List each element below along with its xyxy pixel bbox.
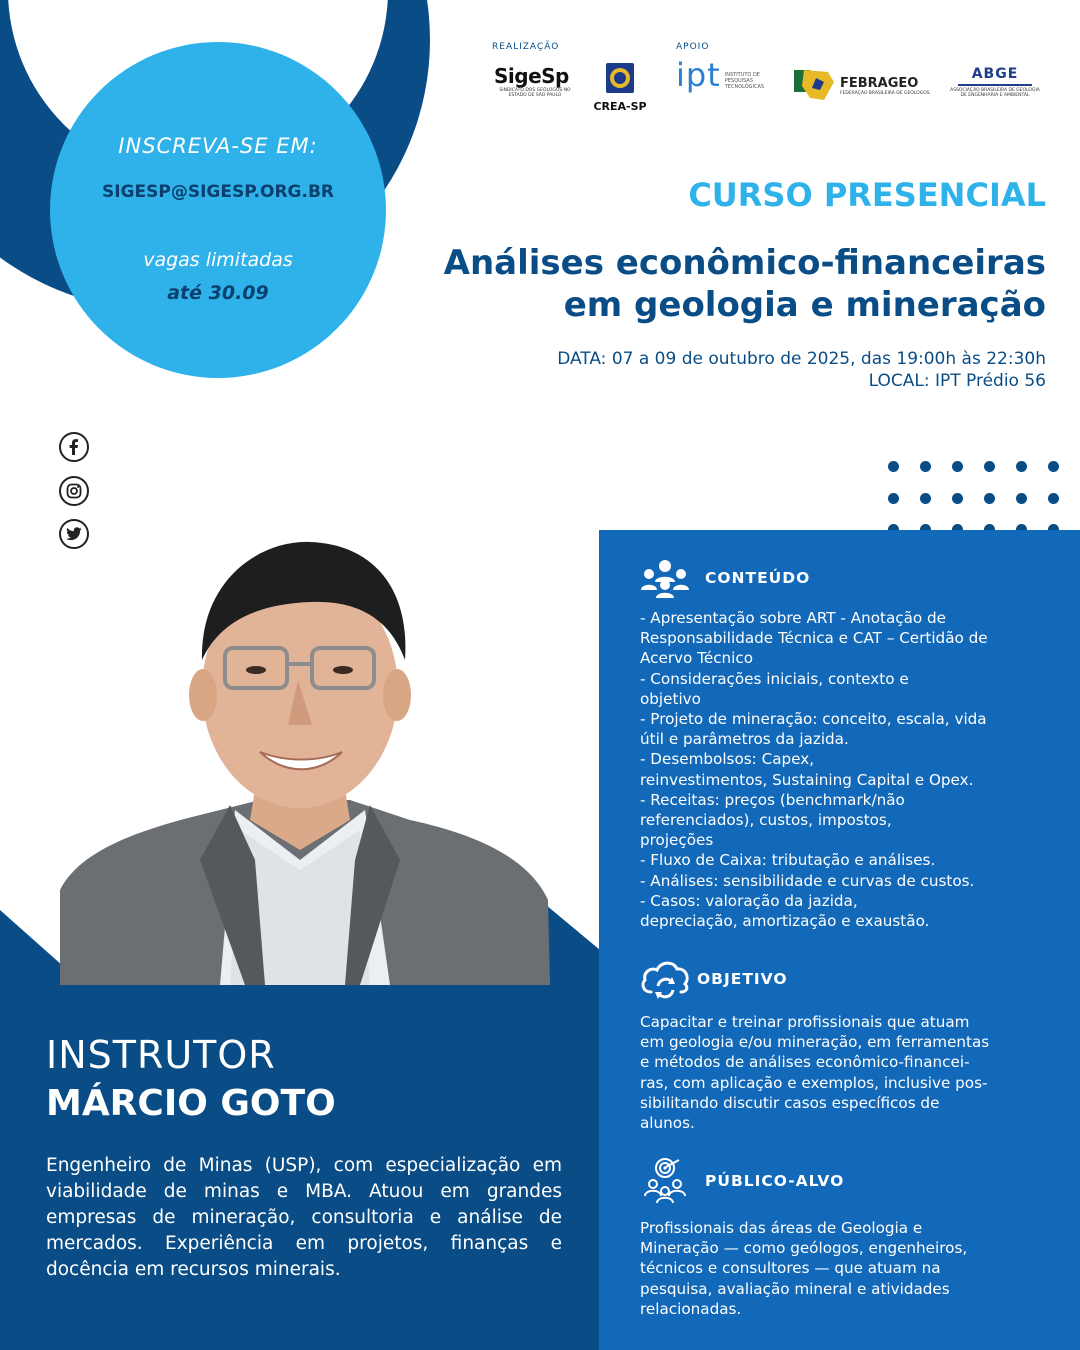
course-location: LOCAL: IPT Prédio 56 <box>868 371 1046 391</box>
course-info-panel <box>599 530 1080 1350</box>
abge-logo <box>940 66 1050 98</box>
objective-section-header <box>639 958 788 1000</box>
ipt-logo-sub2: PESQUISAS <box>724 78 754 84</box>
objective-line: ras, com aplicação e exemplos, inclusive pos- <box>640 1073 988 1092</box>
ipt-logo-sub1: INSTITUTO DE <box>724 72 760 78</box>
content-section-body <box>640 608 1060 931</box>
content-line: referenciados), custos, impostos, <box>640 811 892 830</box>
content-line: Acervo Técnico <box>640 649 754 668</box>
crea-emblem-icon <box>605 62 635 94</box>
objective-line: e métodos de análises econômico-financei- <box>640 1053 970 1072</box>
febrageo-logo-text: FEBRAGEO <box>840 76 919 91</box>
content-line: - Fluxo de Caixa: tributação e análises. <box>640 851 936 870</box>
apoio-label: APOIO <box>676 42 710 52</box>
ipt-logo <box>676 56 792 94</box>
objective-section-title: OBJETIVO <box>697 970 788 988</box>
sigesp-logo-sub1: SINDICATO DOS GEÓLOGOS NO <box>499 88 571 93</box>
sigesp-logo <box>494 64 576 98</box>
objective-line: Capacitar e treinar profissionais que atuam <box>640 1013 970 1031</box>
ipt-logo-sub3: TECNOLÓGICAS <box>724 84 765 90</box>
objective-section-body <box>640 1012 1060 1133</box>
content-line: útil e parâmetros da jazida. <box>640 730 849 749</box>
decorative-dot-grid <box>880 458 1080 530</box>
audience-section-header <box>639 1158 844 1204</box>
course-schedule <box>557 348 1046 392</box>
course-title <box>346 242 1046 326</box>
audience-line: Mineração — como geólogos, engenheiros, <box>640 1239 968 1258</box>
limited-spots-text: vagas limitadas <box>143 249 293 271</box>
instructor-label: INSTRUTOR <box>46 1033 276 1077</box>
ipt-logo-text: ipt <box>676 56 721 94</box>
abge-logo-sub1: ASSOCIAÇÃO BRASILEIRA DE GEOLOGIA <box>950 88 1040 93</box>
content-section-header <box>639 558 810 598</box>
content-line: objetivo <box>640 689 701 708</box>
course-title-line1: Análises econômico-financeiras <box>443 243 1046 283</box>
course-title-line2: em geologia e mineração <box>563 285 1046 325</box>
instructor-photo <box>60 530 550 985</box>
content-line: - Casos: valoração da jazida, <box>640 891 858 910</box>
abge-logo-text: ABGE <box>971 66 1019 82</box>
sigesp-logo-text: SigeSp <box>494 64 569 88</box>
content-line: - Desembolsos: Capex, <box>640 750 815 769</box>
crea-logo <box>584 62 656 113</box>
objective-line: sibilitando discutir casos específicos de <box>640 1093 940 1112</box>
group-people-icon <box>639 558 691 598</box>
content-line: - Projeto de mineração: conceito, escala, vida <box>640 710 987 729</box>
febrageo-logo <box>794 68 934 104</box>
audience-line: relacionadas. <box>640 1299 742 1318</box>
audience-line: Profissionais das áreas de Geologia e <box>640 1219 923 1237</box>
content-line: - Apresentação sobre ART - Anotação de <box>640 609 947 627</box>
facebook-icon[interactable] <box>59 432 89 462</box>
audience-section-body <box>640 1218 1060 1319</box>
abge-logo-sub2: DE ENGENHARIA E AMBIENTAL <box>960 93 1030 98</box>
signup-heading: INSCREVA-SE EM: <box>118 134 318 158</box>
objective-line: em geologia e/ou mineração, em ferramentas <box>640 1033 990 1052</box>
content-section-title: CONTEÚDO <box>705 569 811 587</box>
content-line: Responsabilidade Técnica e CAT – Certidão de <box>640 629 988 648</box>
content-line: - Considerações iniciais, contexto e <box>640 669 909 688</box>
course-type: CURSO PRESENCIAL <box>688 176 1046 214</box>
cloud-sync-icon <box>639 958 691 1000</box>
signup-circle <box>50 42 386 378</box>
febrageo-logo-sub: FEDERAÇÃO BRASILEIRA DE GEÓLOGOS <box>840 91 930 96</box>
instagram-icon[interactable] <box>59 476 89 506</box>
brazil-map-icon <box>794 68 836 104</box>
content-line: - Receitas: preços (benchmark/não <box>640 790 905 809</box>
signup-email-link[interactable]: SIGESP@SIGESP.ORG.BR <box>101 182 334 202</box>
realizacao-label: REALIZAÇÃO <box>492 42 560 52</box>
crea-logo-text: CREA-SP <box>593 100 647 113</box>
content-line: depreciação, amortização e exaustão. <box>640 912 930 931</box>
instructor-name: MÁRCIO GOTO <box>46 1083 336 1124</box>
instructor-bio: Engenheiro de Minas (USP), com especialização em viabilidade de minas e MBA. Atuou em grandes empresas de mineração, consultoria e análise de mercados. Experiência em projetos, finanças e docência em recursos minerais. <box>46 1155 562 1280</box>
objective-line: alunos. <box>640 1114 695 1133</box>
content-line: - Análises: sensibilidade e curvas de custos. <box>640 871 975 890</box>
target-audience-icon <box>639 1158 691 1204</box>
signup-deadline: até 30.09 <box>167 282 269 304</box>
content-line: reinvestimentos, Sustaining Capital e Opex. <box>640 770 974 789</box>
sigesp-logo-sub2: ESTADO DE SÃO PAULO <box>508 93 562 98</box>
audience-section-title: PÚBLICO-ALVO <box>705 1172 845 1190</box>
audience-line: pesquisa, avaliação mineral e atividades <box>640 1279 950 1298</box>
abge-logo-rule <box>958 84 1032 86</box>
audience-line: técnicos e consultores — que atuam na <box>640 1259 941 1278</box>
content-line: projeções <box>640 831 714 850</box>
course-date: DATA: 07 a 09 de outubro de 2025, das 19:00h às 22:30h <box>557 349 1046 369</box>
instructor-panel <box>0 985 599 1350</box>
